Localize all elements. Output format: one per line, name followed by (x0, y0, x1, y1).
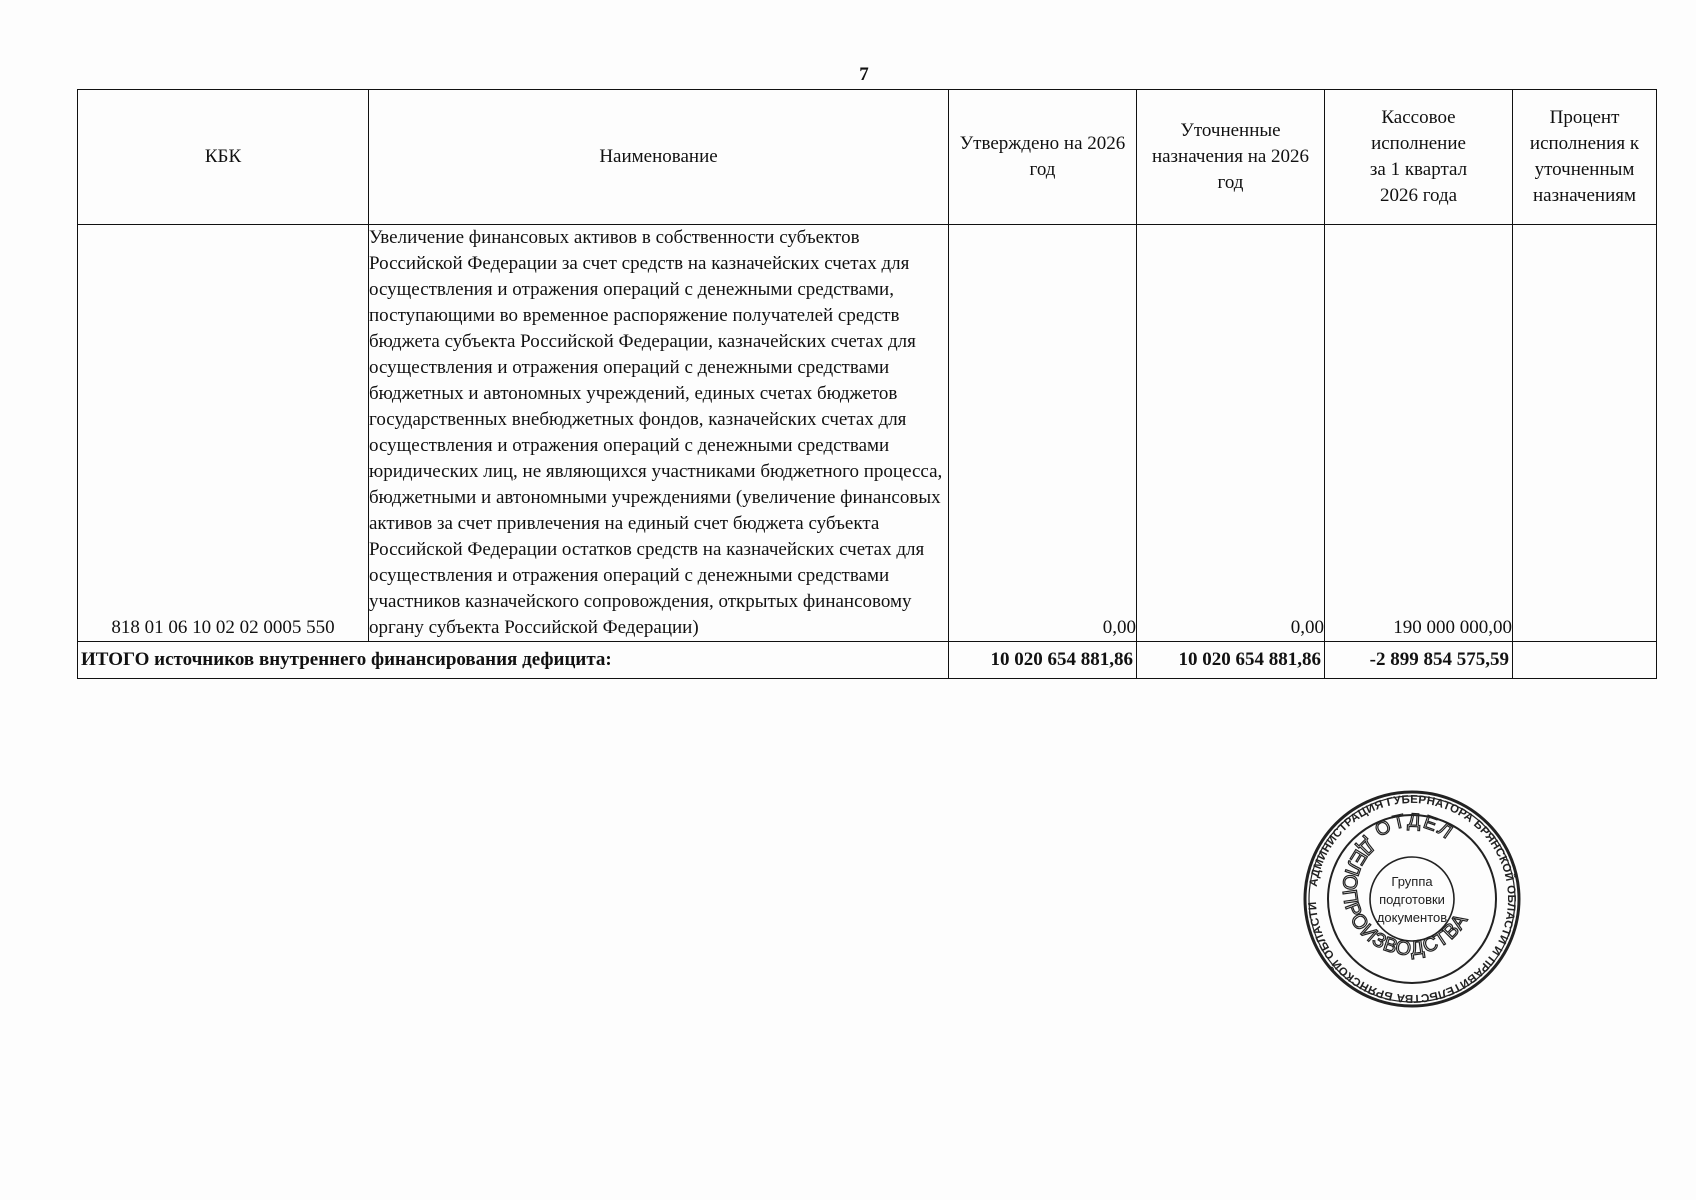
header-name: Наименование (369, 90, 949, 225)
stamp-center-line-2: подготовки (1379, 892, 1445, 907)
row-name: Увеличение финансовых активов в собственности субъектов Российской Федерации за счет средств на казначейских счетах для осуществления и отражения операций с денежными средствами, поступающими во временное распоряжение получателей средств бюджета субъекта Российской Федерации, казначейских счетах для осуществления и отражения операций с денежными средствами бюджетных и автономных учреждений, единых счетах бюджетов государственных внебюджетных фондов, казначейских счетах для осуществления и отражения операций с денежными средствами юридических лиц, не являющихся участниками бюджетного процесса, бюджетными и автономными учреждениями (увеличение финансовых активов за счет привлечения на единый счет бюджета субъекта Российской Федерации остатков средств на казначейских счетах для осуществления и отражения операций с денежными средствами участников казначейского сопровождения, открытых финансовому органу субъекта Российской Федерации) (369, 225, 949, 642)
header-percent: Процент исполнения к уточненным назначениям (1513, 90, 1657, 225)
table-header-row (78, 90, 1657, 225)
header-kbk: КБК (78, 90, 369, 225)
row-kbk: 818 01 06 10 02 02 0005 550 (78, 225, 369, 642)
total-refined: 10 020 654 881,86 (1137, 642, 1325, 679)
sources-financing-table (77, 89, 1657, 679)
svg-text:ОТДЕЛ (1372, 810, 1457, 844)
total-cash: -2 899 854 575,59 (1325, 642, 1513, 679)
row-approved: 0,00 (949, 225, 1137, 642)
page-number: 7 (859, 64, 869, 85)
stamp-top-word: ОТДЕЛ (1371, 810, 1458, 845)
row-percent (1513, 225, 1657, 642)
header-cash-execution: Кассовое исполнение за 1 квартал 2026 года (1325, 90, 1513, 225)
row-cash: 190 000 000,00 (1325, 225, 1513, 642)
stamp-ring-word: ДЕЛОПРОИЗВОДСТВА (1337, 834, 1473, 961)
office-stamp (1303, 790, 1521, 1008)
stamp-center-line-3: документов (1376, 910, 1448, 925)
row-refined: 0,00 (1137, 225, 1325, 642)
total-label: ИТОГО источников внутреннего финансирования дефицита: (78, 642, 949, 679)
stamp-outer-text: АДМИНИСТРАЦИЯ ГУБЕРНАТОРА БРЯНСКОЙ ОБЛАСТИ И ПРАВИТЕЛЬСТВА БРЯНСКОЙ ОБЛАСТИ (1306, 793, 1518, 1005)
total-row (78, 642, 1657, 679)
header-refined: Уточненные назначения на 2026 год (1137, 90, 1325, 225)
total-percent (1513, 642, 1657, 679)
header-approved: Утверждено на 2026 год (949, 90, 1137, 225)
table-row (78, 225, 1657, 642)
total-approved: 10 020 654 881,86 (949, 642, 1137, 679)
stamp-center-line-1: Группа (1391, 874, 1433, 889)
